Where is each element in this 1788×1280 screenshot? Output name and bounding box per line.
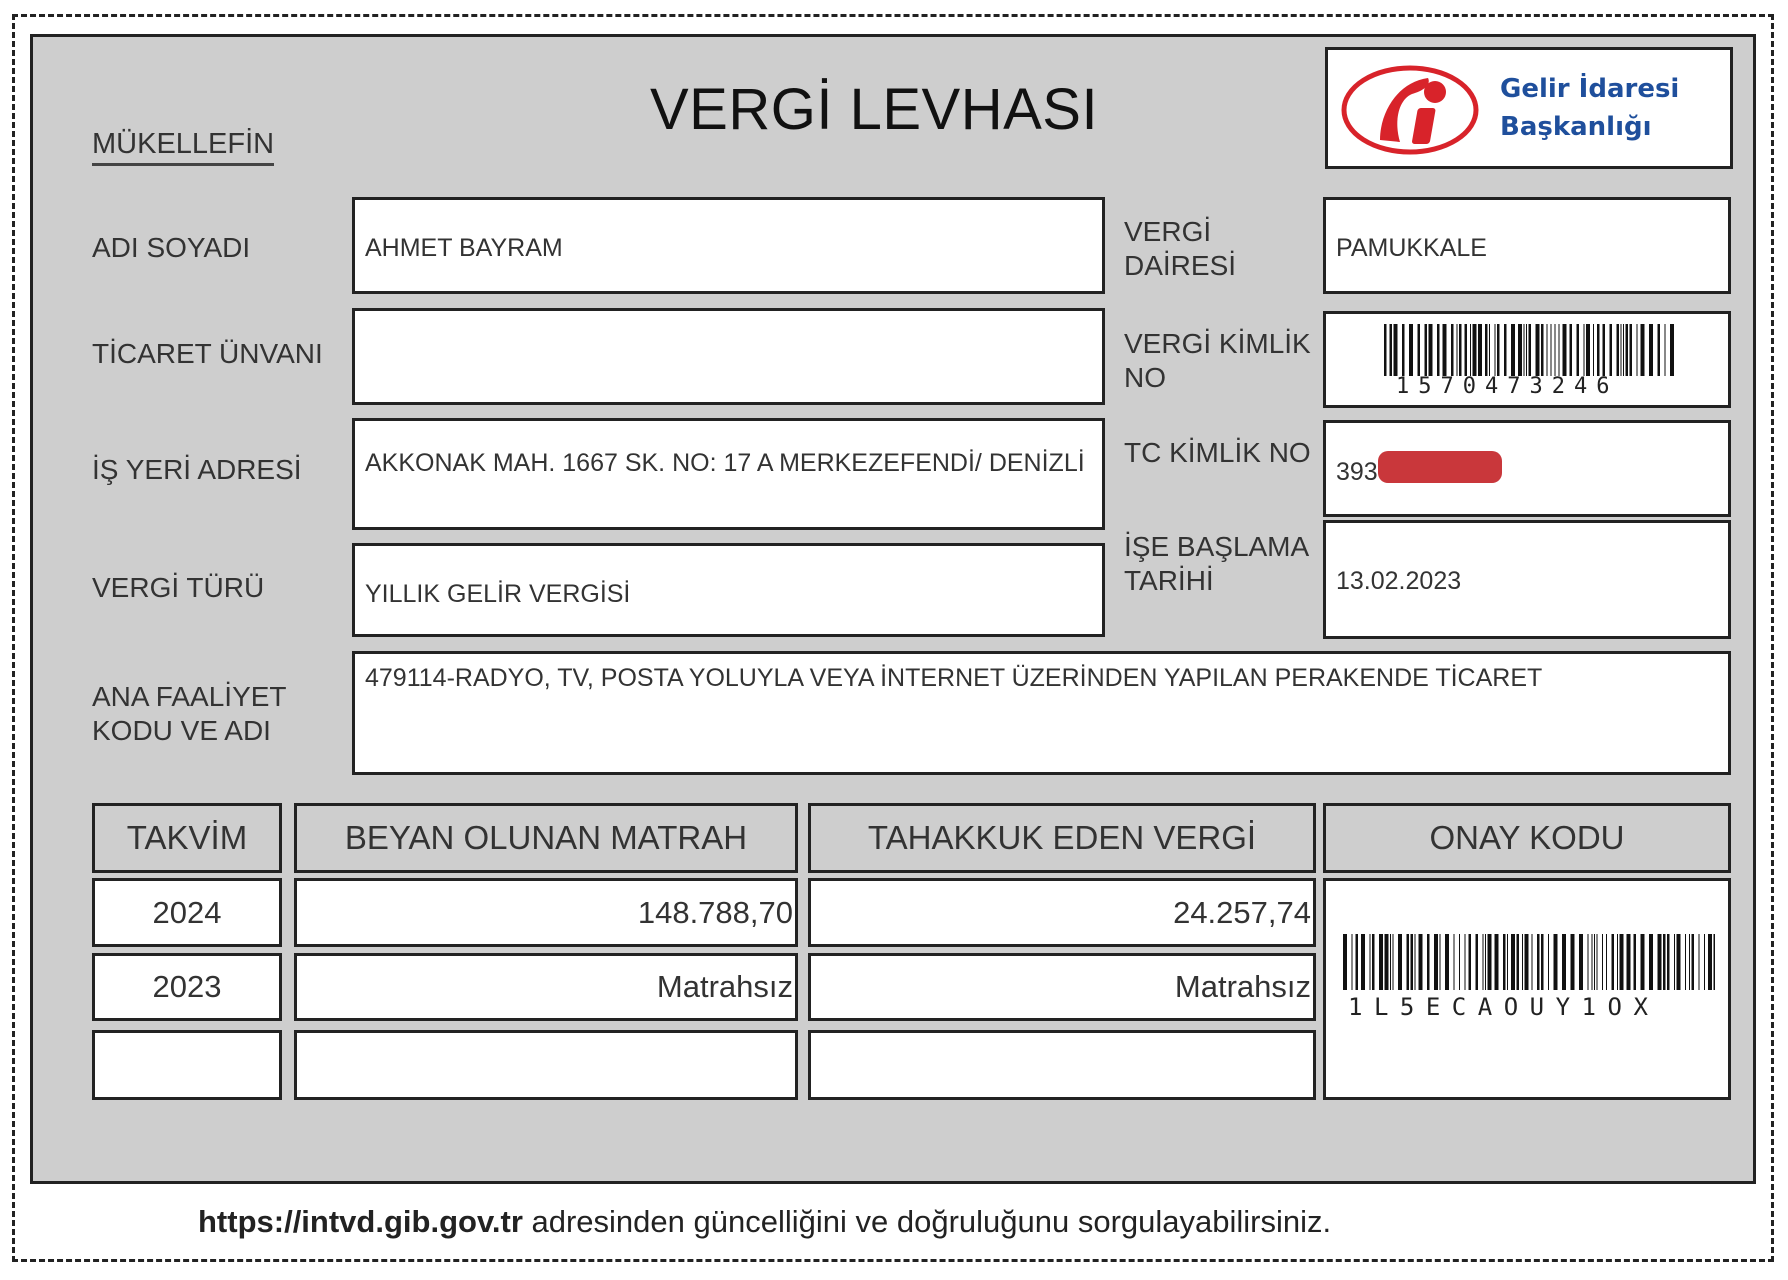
barcode-bar [1372, 934, 1375, 990]
barcode-bar [1602, 934, 1603, 990]
barcode-bar [1459, 324, 1462, 376]
barcode-bar [1617, 324, 1620, 376]
footer-text: adresinden güncelliğini ve doğruluğunu sorgulayabilirsiniz. [522, 1204, 1332, 1239]
redaction-mark [1378, 451, 1502, 483]
field-vergi-turu: YILLIK GELİR VERGİSİ [352, 543, 1105, 637]
section-label: MÜKELLEFİN [92, 128, 274, 166]
label-vergi-turu: VERGİ TÜRÜ [92, 572, 265, 603]
table-cell-matrah: 148.788,70 [294, 878, 798, 947]
barcode-bar [1551, 324, 1552, 376]
barcode-bar [1597, 934, 1598, 990]
barcode-bar [1674, 934, 1675, 990]
barcode-bar [1541, 934, 1544, 990]
barcode-bar [1485, 324, 1488, 376]
barcode-bar [1592, 934, 1593, 990]
barcode-bar [1537, 934, 1540, 990]
barcode-bar [1518, 324, 1522, 376]
barcode-bar [1495, 934, 1499, 990]
barcode-bar [1555, 324, 1556, 376]
barcode-bar [1665, 324, 1666, 376]
barcode-bar [1577, 324, 1580, 376]
barcode-bar [1409, 324, 1413, 376]
barcode-bar [1483, 934, 1484, 990]
barcode-bar [1385, 934, 1389, 990]
label-adi-soyadi: ADI SOYADI [92, 232, 251, 263]
barcode-bar [1586, 324, 1590, 376]
barcode-bar [1621, 324, 1622, 376]
field-tc-kimlik-no [1323, 420, 1731, 517]
barcode-bar [1563, 324, 1567, 376]
barcode-bar [1356, 934, 1359, 990]
barcode-bar [1379, 934, 1383, 990]
barcode-bar [1570, 324, 1573, 376]
barcode-bar [1445, 934, 1449, 990]
footer-note [198, 1204, 1331, 1240]
barcode-bar [1459, 934, 1460, 990]
barcode-bar [1451, 324, 1454, 376]
table-cell-matrah [294, 1030, 798, 1100]
barcode-bar [1620, 934, 1624, 990]
barcode-bar [1361, 934, 1365, 990]
label-vergi-kimlik-no: VERGİ KİMLİK NO [1124, 328, 1311, 393]
barcode-bar [1704, 934, 1705, 990]
barcode-bar [1454, 934, 1455, 990]
barcode-bar [1641, 324, 1645, 376]
tc-kimlik-visible: 393 [1336, 458, 1378, 486]
table-cell-vergi: Matrahsız [808, 953, 1316, 1021]
barcode-bar [1352, 934, 1353, 990]
barcode-bar [1547, 324, 1548, 376]
barcode-bar [1511, 324, 1515, 376]
barcode-bar [1699, 934, 1700, 990]
barcode-bar [1390, 934, 1391, 990]
barcode-bar [1398, 934, 1402, 990]
barcode-bar [1419, 934, 1423, 990]
barcode-bar [1623, 324, 1624, 376]
barcode-bar [1427, 934, 1430, 990]
barcode-bar [1434, 934, 1438, 990]
barcode-bar [1488, 934, 1492, 990]
barcode-bar [1429, 324, 1433, 376]
barcode-bar [1476, 934, 1479, 990]
barcode-bar [1457, 324, 1458, 376]
th-matrah: BEYAN OLUNAN MATRAH [294, 803, 798, 873]
footer-url[interactable]: https://intvd.gib.gov.tr [198, 1204, 523, 1239]
barcode-bar [1658, 324, 1661, 376]
th-onay-kodu: ONAY KODU [1323, 803, 1731, 873]
barcode-bar [1465, 324, 1468, 376]
barcode-bar [1473, 324, 1477, 376]
table-cell-matrah: Matrahsız [294, 953, 798, 1021]
barcode-bar [1495, 324, 1496, 376]
barcode-bar [1562, 934, 1566, 990]
barcode-bar [1594, 934, 1595, 990]
barcode-bar [1548, 934, 1549, 990]
barcode-bar [1630, 324, 1633, 376]
barcode-bar [1503, 934, 1506, 990]
barcode-bar [1478, 324, 1482, 376]
barcode-bar [1411, 934, 1414, 990]
page-title: VERGİ LEVHASI [650, 77, 1099, 142]
barcode-bar [1469, 934, 1472, 990]
barcode-bar [1685, 934, 1686, 990]
barcode-bar [1418, 324, 1421, 376]
field-adi-soyadi: AHMET BAYRAM [352, 197, 1105, 294]
onay-barcode-icon [1343, 934, 1715, 990]
barcode-bar [1407, 934, 1410, 990]
vkn-barcode-icon [1384, 324, 1674, 376]
logo-line2: Başkanlığı [1500, 112, 1652, 142]
barcode-bar [1517, 934, 1520, 990]
barcode-bar [1689, 934, 1690, 990]
barcode-bar [1714, 934, 1716, 990]
barcode-bar [1649, 934, 1653, 990]
barcode-bar [1649, 324, 1653, 376]
barcode-bar [1670, 324, 1674, 376]
barcode-bar [1593, 324, 1594, 376]
barcode-bar [1529, 324, 1532, 376]
barcode-bar [1571, 934, 1575, 990]
barcode-bar [1489, 324, 1490, 376]
barcode-bar [1677, 934, 1681, 990]
label-vergi-dairesi: VERGİ DAİRESİ [1124, 216, 1237, 281]
label-ticaret-unvani: TİCARET ÜNVANI [92, 338, 323, 369]
barcode-bar [1526, 324, 1527, 376]
barcode-bar [1511, 934, 1515, 990]
barcode-bar [1425, 324, 1428, 376]
barcode-bar [1536, 324, 1540, 376]
barcode-bar [1440, 934, 1441, 990]
gib-logo [1325, 47, 1733, 169]
field-onay-kodu [1323, 878, 1731, 1100]
field-ise-baslama: 13.02.2023 [1323, 520, 1731, 639]
barcode-bar [1559, 324, 1560, 376]
barcode-bar [1485, 934, 1486, 990]
barcode-bar [1603, 324, 1606, 376]
barcode-bar [1579, 934, 1583, 990]
barcode-bar [1532, 934, 1533, 990]
barcode-bar [1415, 934, 1416, 990]
barcode-bar [1370, 934, 1371, 990]
barcode-bar [1541, 324, 1544, 376]
barcode-bar [1637, 324, 1638, 376]
logo-line1: Gelir İdaresi [1500, 74, 1680, 104]
barcode-bar [1524, 324, 1525, 376]
field-vergi-kimlik-no [1323, 311, 1731, 408]
barcode-bar [1470, 324, 1471, 376]
barcode-bar [1617, 934, 1618, 990]
barcode-bar [1554, 934, 1558, 990]
table-cell-vergi [808, 1030, 1316, 1100]
barcode-bar [1390, 324, 1393, 376]
barcode-bar [1394, 324, 1398, 376]
gib-emblem-icon [1340, 62, 1480, 158]
barcode-bar [1497, 324, 1500, 376]
barcode-bar [1597, 324, 1600, 376]
barcode-bar [1708, 934, 1712, 990]
barcode-bar [1437, 324, 1440, 376]
barcode-bar [1641, 934, 1645, 990]
table-cell-vergi: 24.257,74 [808, 878, 1316, 947]
barcode-bar [1588, 934, 1589, 990]
onay-kodu-text: 1L5ECAOUY1OX [1348, 993, 1660, 1021]
barcode-bar [1402, 324, 1405, 376]
field-is-yeri-adresi: AKKONAK MAH. 1667 SK. NO: 17 A MERKEZEFENDİ/ DENİZLİ [352, 418, 1105, 530]
barcode-bar [1606, 934, 1607, 990]
barcode-bar [1612, 934, 1615, 990]
table-cell-takvim: 2024 [92, 878, 282, 947]
field-ana-faaliyet: 479114-RADYO, TV, POSTA YOLUYLA VEYA İNTERNET ÜZERİNDEN YAPILAN PERAKENDE TİCARET [352, 651, 1731, 775]
barcode-bar [1663, 934, 1666, 990]
th-takvim: TAKVİM [92, 803, 282, 873]
barcode-bar [1626, 324, 1629, 376]
field-vergi-dairesi: PAMUKKALE [1323, 197, 1731, 294]
label-tc-kimlik-no: TC KİMLİK NO [1124, 437, 1311, 468]
barcode-bar [1627, 934, 1631, 990]
barcode-bar [1610, 324, 1613, 376]
label-ana-faaliyet: ANA FAALİYET KODU VE ADI [92, 681, 287, 746]
barcode-bar [1507, 934, 1508, 990]
barcode-bar [1393, 934, 1394, 990]
th-vergi: TAHAKKUK EDEN VERGİ [808, 803, 1316, 873]
barcode-bar [1634, 934, 1637, 990]
label-is-yeri-adresi: İŞ YERİ ADRESİ [92, 454, 302, 485]
barcode-bar [1658, 934, 1662, 990]
barcode-bar [1584, 324, 1585, 376]
barcode-bar [1465, 934, 1466, 990]
barcode-bar [1525, 934, 1529, 990]
barcode-bar [1522, 934, 1523, 990]
field-ticaret-unvani [352, 308, 1105, 405]
barcode-bar [1504, 324, 1507, 376]
table-cell-takvim: 2023 [92, 953, 282, 1021]
barcode-bar [1384, 324, 1387, 376]
barcode-bar [1667, 934, 1670, 990]
vkn-digits: 1570473246 [1396, 374, 1619, 399]
barcode-bar [1692, 934, 1695, 990]
label-ise-baslama: İŞE BAŞLAMA TARİHİ [1124, 531, 1310, 596]
barcode-bar [1443, 324, 1447, 376]
table-cell-takvim [92, 1030, 282, 1100]
barcode-bar [1343, 934, 1347, 990]
